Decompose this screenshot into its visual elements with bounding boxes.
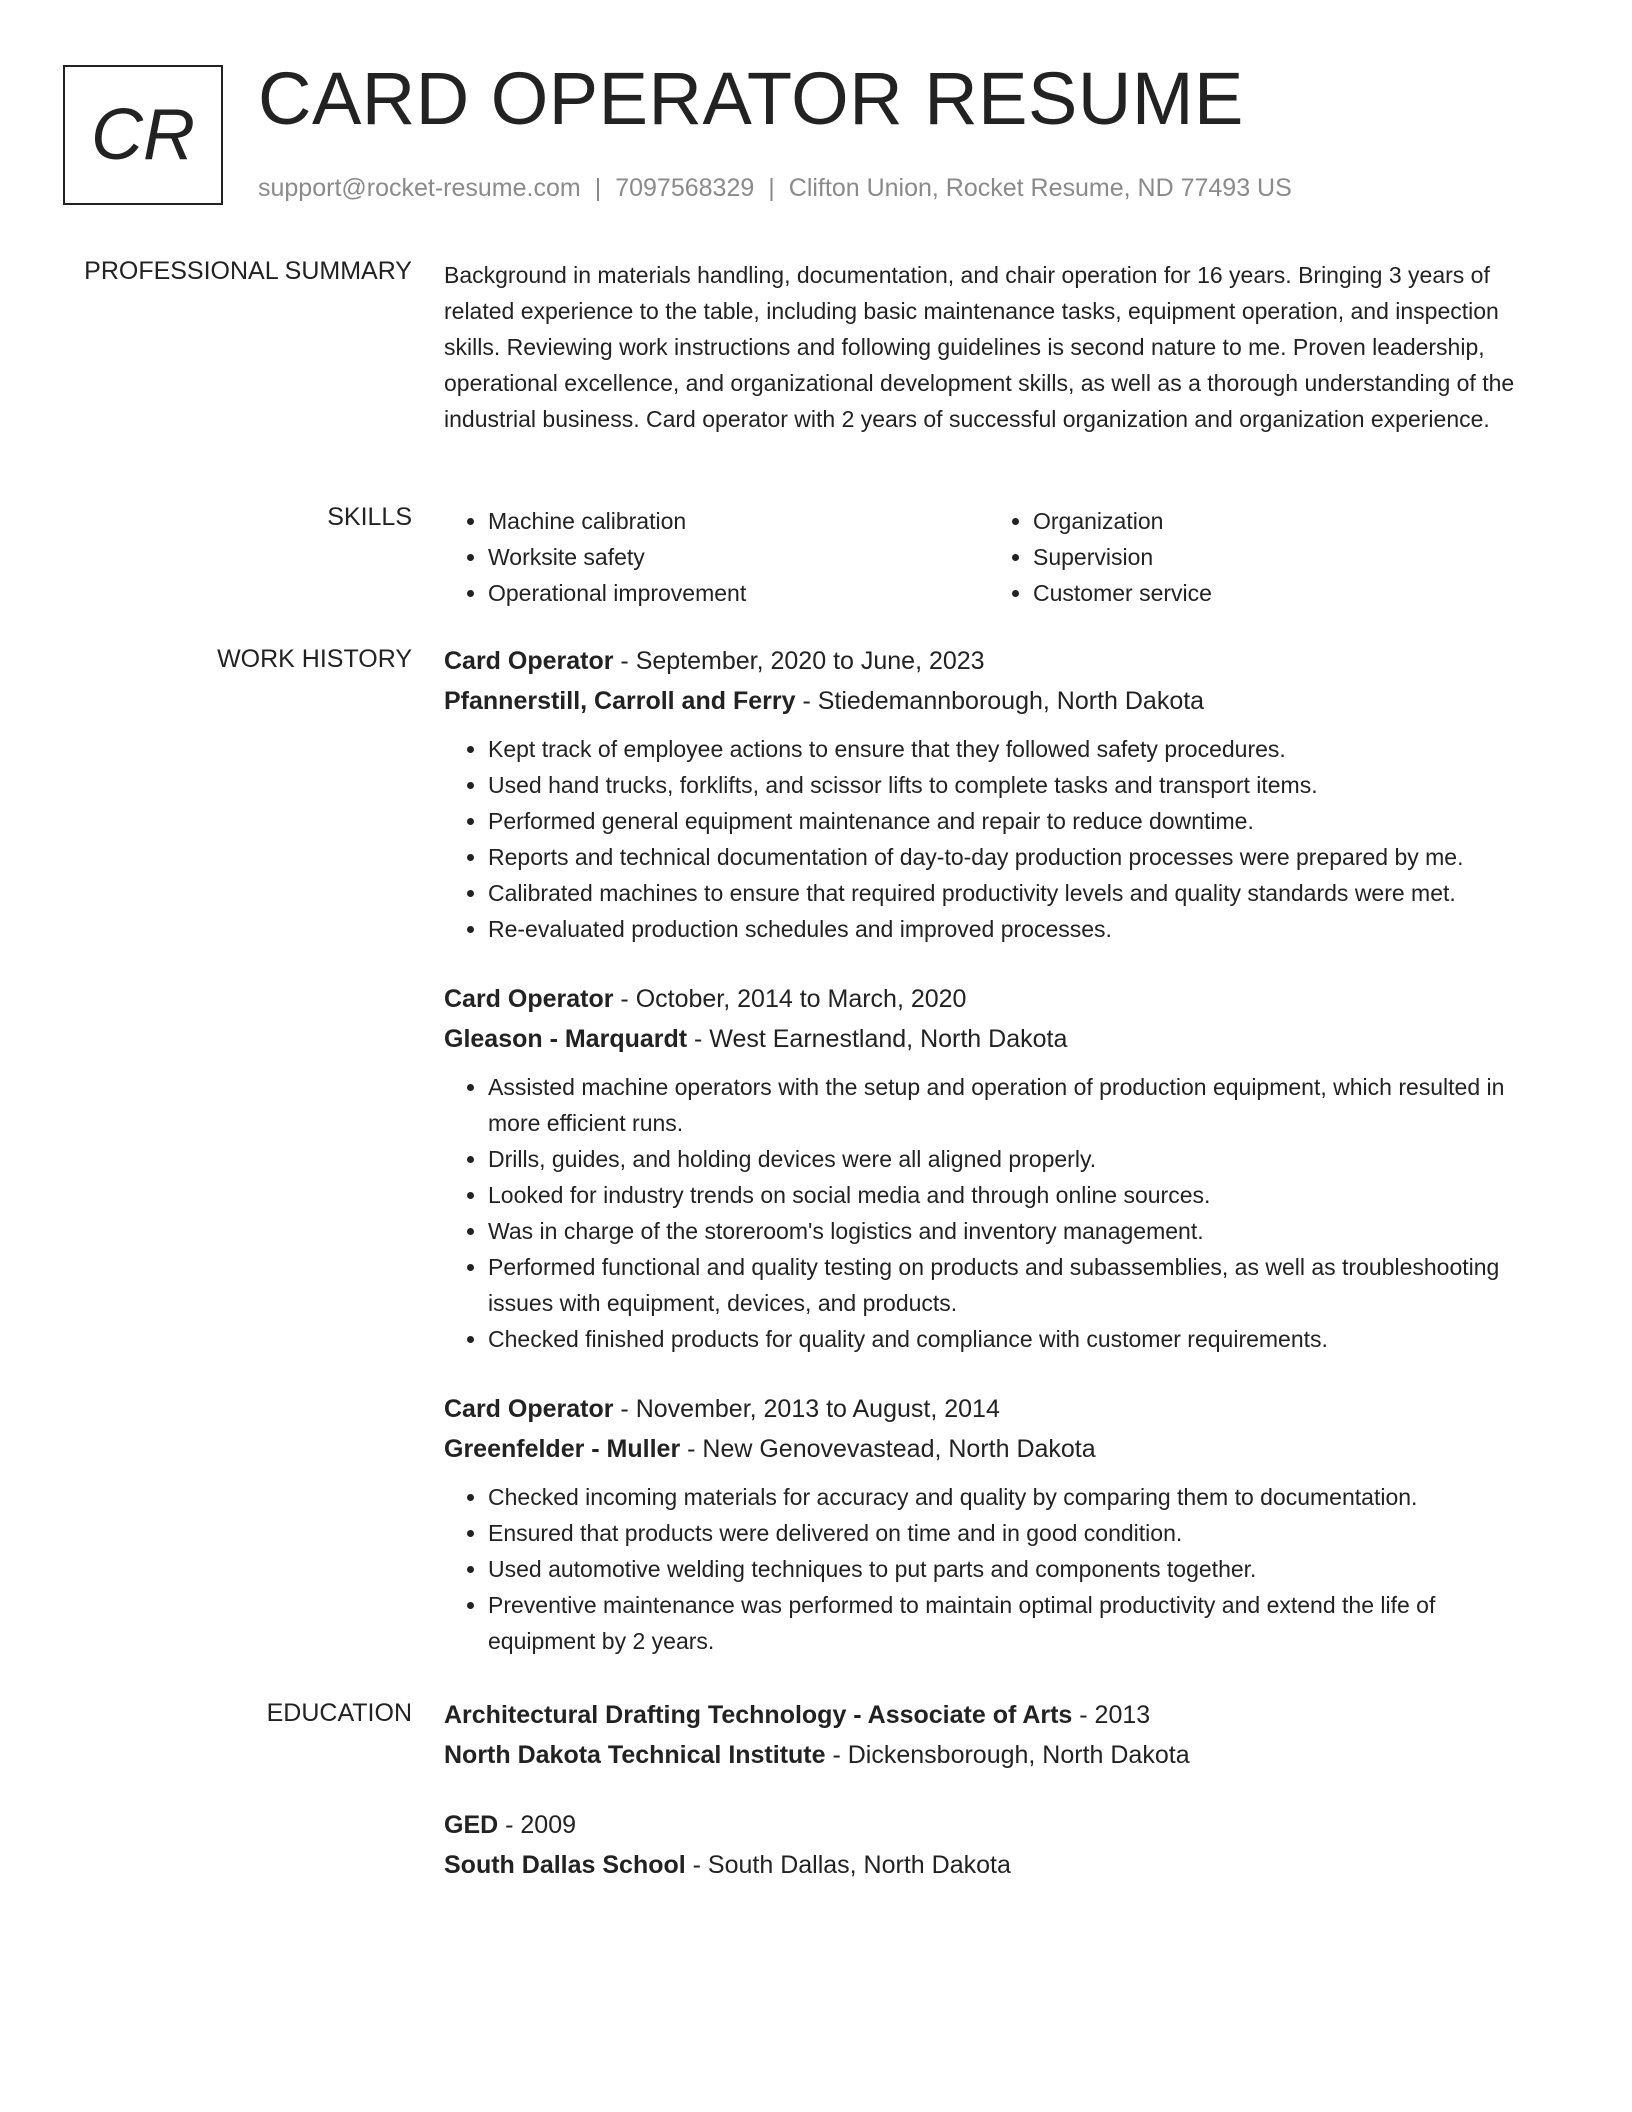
education-school-line <box>444 1735 1544 1775</box>
job-company: Greenfelder - Muller <box>444 1435 681 1463</box>
job-title-line <box>444 979 1544 1019</box>
job-bullet: • Was in charge of the storeroom's logistics and inventory management. <box>488 1213 1544 1249</box>
contact-address: Clifton Union, Rocket Resume, ND 77493 US <box>788 174 1292 202</box>
job-entry <box>444 1389 1544 1659</box>
education-location: - South Dallas, North Dakota <box>685 1851 1011 1879</box>
job-title-line <box>444 641 1544 681</box>
job-bullet: • Kept track of employee actions to ensure that they followed safety procedures. <box>488 731 1544 767</box>
work-history-heading: WORK HISTORY <box>217 645 412 673</box>
job-bullet: • Re-evaluated production schedules and improved processes. <box>488 911 1544 947</box>
contact-phone[interactable]: 7097568329 <box>615 174 755 202</box>
skill-item: • Supervision <box>1033 539 1534 575</box>
education-entry <box>444 1695 1544 1775</box>
job-company-line <box>444 681 1544 721</box>
skill-item: • Machine calibration <box>488 503 989 539</box>
skill-item: • Customer service <box>1033 575 1534 611</box>
job-entry <box>444 641 1544 947</box>
job-location: - West Earnestland, North Dakota <box>687 1025 1068 1053</box>
job-location: - Stiedemannborough, North Dakota <box>795 687 1205 715</box>
job-dates: - November, 2013 to August, 2014 <box>613 1395 1000 1423</box>
education-location: - Dickensborough, North Dakota <box>825 1741 1190 1769</box>
education-year: - 2013 <box>1072 1701 1151 1729</box>
job-bullet: • Drills, guides, and holding devices were all aligned properly. <box>488 1141 1544 1177</box>
job-company: Pfannerstill, Carroll and Ferry <box>444 687 796 715</box>
monogram-logo <box>63 65 223 205</box>
contact-separator: | <box>768 174 775 202</box>
job-bullets <box>444 731 1544 947</box>
job-company: Gleason - Marquardt <box>444 1025 688 1053</box>
contact-email[interactable]: support@rocket-resume.com <box>258 174 581 202</box>
education-heading: EDUCATION <box>266 1699 412 1727</box>
job-bullet: • Preventive maintenance was performed to maintain optimal productivity and extend the life of equipment by 2 years. <box>488 1587 1544 1659</box>
job-dates: - October, 2014 to March, 2020 <box>613 985 967 1013</box>
job-bullet: • Checked finished products for quality and compliance with customer requirements. <box>488 1321 1544 1357</box>
skills-list-left <box>444 503 989 611</box>
education-degree: Architectural Drafting Technology - Associate of Arts <box>444 1701 1073 1729</box>
job-title-line <box>444 1389 1544 1429</box>
summary-text: Background in materials handling, documentation, and chair operation for 16 years. Bringing 3 years of related experience to the table, including basic maintenance tasks, equipment operation, and inspection skills. Reviewing work instructions and following guidelines is second nature to me. Proven leadership, operational excellence, and organizational development skills, as well as a thorough understanding of the industrial business. Card operator with 2 years of successful organization and organization experience. <box>444 262 1515 432</box>
contact-separator: | <box>594 174 602 202</box>
job-company-line <box>444 1019 1544 1059</box>
skills-body <box>444 503 1544 611</box>
summary-body <box>444 257 1544 437</box>
skills-grid <box>444 503 1544 611</box>
education-school-line <box>444 1845 1544 1885</box>
skill-item: • Worksite safety <box>488 539 989 575</box>
job-bullet: • Performed functional and quality testing on products and subassemblies, as well as troubleshooting issues with equipment, devices, and products. <box>488 1249 1544 1321</box>
skill-item: • Operational improvement <box>488 575 989 611</box>
job-bullet: • Reports and technical documentation of day-to-day production processes were prepared by me. <box>488 839 1544 875</box>
job-title: Card Operator <box>444 647 614 675</box>
education-degree-line <box>444 1805 1544 1845</box>
education-degree: GED <box>444 1811 499 1839</box>
work-history-body <box>444 641 1544 1691</box>
job-bullet: • Calibrated machines to ensure that required productivity levels and quality standards were met. <box>488 875 1544 911</box>
job-title: Card Operator <box>444 1395 614 1423</box>
job-entry <box>444 979 1544 1357</box>
job-company-line <box>444 1429 1544 1469</box>
skills-heading: SKILLS <box>327 503 412 531</box>
job-bullets <box>444 1479 1544 1659</box>
job-bullet: • Looked for industry trends on social media and through online sources. <box>488 1177 1544 1213</box>
education-year: - 2009 <box>498 1811 577 1839</box>
contact-line <box>258 174 1292 203</box>
monogram-initials: CR <box>91 95 195 175</box>
job-location: - New Genovevastead, North Dakota <box>680 1435 1096 1463</box>
job-bullet: • Used hand trucks, forklifts, and scissor lifts to complete tasks and transport items. <box>488 767 1544 803</box>
job-bullet: • Checked incoming materials for accuracy and quality by comparing them to documentation. <box>488 1479 1544 1515</box>
education-body <box>444 1695 1544 1915</box>
education-school: North Dakota Technical Institute <box>444 1741 826 1769</box>
job-title: Card Operator <box>444 985 614 1013</box>
education-entry <box>444 1805 1544 1885</box>
job-bullet: • Performed general equipment maintenance and repair to reduce downtime. <box>488 803 1544 839</box>
skill-item: • Organization <box>1033 503 1534 539</box>
job-bullet: • Ensured that products were delivered on time and in good condition. <box>488 1515 1544 1551</box>
skills-list-right <box>989 503 1534 611</box>
job-bullets <box>444 1069 1544 1357</box>
summary-heading: PROFESSIONAL SUMMARY <box>84 257 412 285</box>
job-bullet: • Used automotive welding techniques to put parts and components together. <box>488 1551 1544 1587</box>
job-bullet: • Assisted machine operators with the setup and operation of production equipment, which resulted in more efficient runs. <box>488 1069 1544 1141</box>
resume-title: CARD OPERATOR RESUME <box>258 57 1244 140</box>
job-dates: - September, 2020 to June, 2023 <box>613 647 985 675</box>
education-degree-line <box>444 1695 1544 1735</box>
education-school: South Dallas School <box>444 1851 686 1879</box>
